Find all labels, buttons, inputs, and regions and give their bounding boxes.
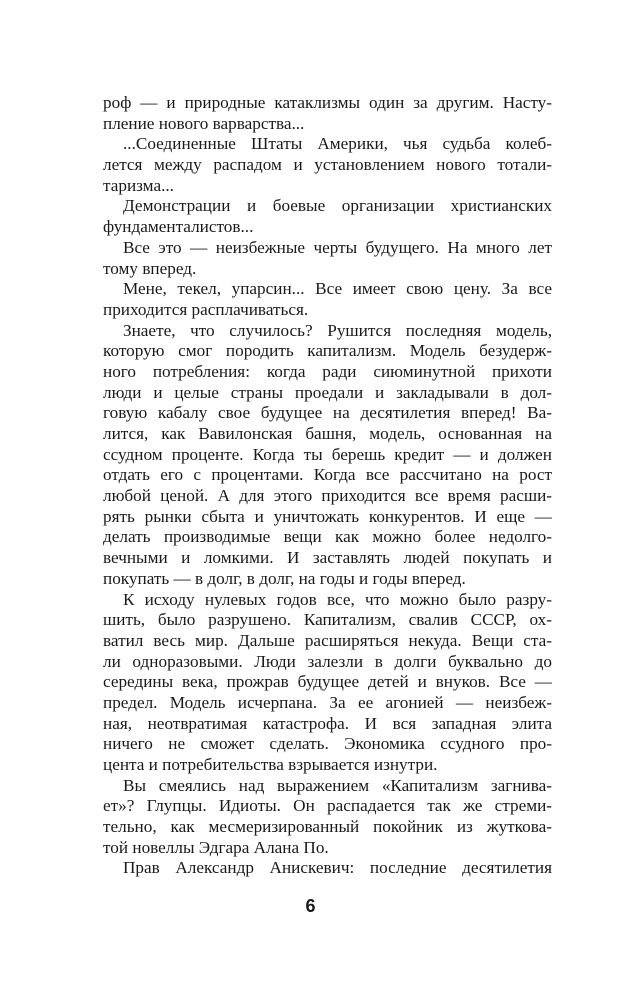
text-line: люди и целые страны проедали и закладывали в дол- (103, 382, 552, 402)
text-line: ничего не сможет сделать. Экономика ссудного про- (103, 734, 552, 754)
text-line: ссудном проценте. Когда ты берешь кредит — и должен (103, 444, 552, 464)
text-line: ная, неотвратимая катастрофа. И вся западная элита (103, 713, 552, 733)
body-text (103, 93, 552, 879)
text-line: отдать его с процентами. Когда все рассчитано на рост (103, 465, 552, 485)
text-line: Демонстрации и боевые организации христианских (123, 196, 552, 216)
text-line: фундаменталистов... (103, 217, 254, 237)
text-line: которую смог породить капитализм. Модель безудерж- (103, 341, 552, 361)
text-line: лется между распадом и установлением нового тотали- (103, 155, 552, 175)
text-line: ного потребления: когда ради сиюминутной прихоти (103, 361, 552, 381)
text-line: К исходу нулевых годов все, что можно было разру- (123, 589, 552, 609)
text-line: середины века, прожрав будущее детей и внуков. Все — (103, 672, 552, 692)
text-line: цента и потребительства взрывается изнутри. (103, 755, 438, 774)
text-line: роф — и природные катаклизмы один за другим. Насту- (103, 93, 552, 112)
text-line: ватил весь мир. Дальше расширяться некуда. Вещи ста- (103, 630, 552, 650)
text-line: тому вперед. (103, 258, 197, 278)
text-line: лится, как Вавилонская башня, модель, основанная на (103, 424, 552, 443)
text-line: таризма... (103, 175, 174, 195)
text-line: шить, было разрушено. Капитализм, свалив СССР, ох- (103, 610, 552, 630)
text-line: той новеллы Эдгара Алана По. (103, 837, 329, 857)
text-line: любой ценой. А для этого приходится все время расши- (103, 486, 552, 506)
text-line: пление нового варварства... (103, 113, 305, 133)
text-line: говую кабалу свое будущее на десятилетия вперед! Ва- (103, 403, 552, 423)
page-number: 6 (305, 896, 316, 916)
text-line: вечными и ломкими. И заставлять людей покупать и (103, 548, 552, 568)
text-line: Знаете, что случилось? Рушится последняя модель, (123, 320, 552, 340)
text-line: ет»? Глупцы. Идиоты. Он распадается так же стреми- (103, 796, 552, 816)
text-line: покупать — в долг, в долг, на годы и годы вперед. (103, 568, 466, 588)
text-line: рять рынки сбыта и уничтожать конкурентов. И еще — (103, 506, 552, 526)
text-line: делать производимые вещи как можно более недолго- (103, 527, 552, 547)
text-line: ...Соединенные Штаты Америки, чья судьба колеб- (123, 134, 552, 154)
text-line: Мене, текел, упарсин... Все имеет свою цену. За все (123, 279, 552, 299)
text-line: предел. Модель исчерпана. За ее агонией — неизбеж- (103, 692, 552, 712)
text-line: тельно, как месмеризированный покойник из жуткова- (103, 817, 552, 837)
text-line: ли одноразовыми. Люди залезли в долги буквально до (103, 651, 552, 671)
text-line: Вы смеялись над выражением «Капитализм загнива- (123, 775, 552, 795)
text-line: приходится расплачиваться. (103, 299, 309, 319)
text-line: Все это — неизбежные черты будущего. На много лет (123, 237, 552, 257)
text-line: Прав Александр Анискевич: последние десятилетия (123, 858, 552, 878)
